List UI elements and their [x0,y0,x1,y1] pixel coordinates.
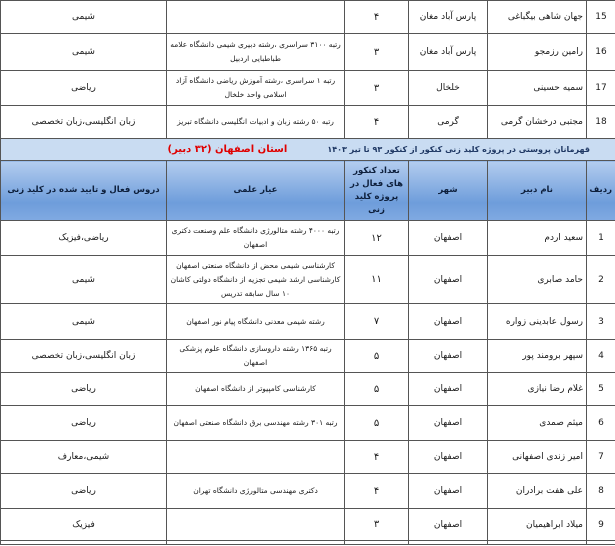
row-number-cell: 8 [587,474,615,509]
city-cell [409,541,488,545]
teacher-name-cell: سپهر برومند پور [488,340,587,373]
credentials-cell: رتبه ۱۳۶۵ رشته داروسازی دانشگاه علوم پزشکی اصفهان [167,340,345,373]
credentials-cell: دکتری مهندسی متالورژی دانشگاه تهران [167,474,345,509]
teacher-name-cell: رسول عابدینی زواره [488,304,587,340]
city-cell: اصفهان [409,256,488,304]
subjects-cell: شیمی [1,1,167,34]
row-number-cell [587,541,615,545]
credentials-cell: رشته شیمی معدنی دانشگاه پیام نور اصفهان [167,304,345,340]
subjects-cell [1,541,167,545]
exam-count-cell: ۷ [345,304,409,340]
exam-count-cell: ۳ [345,34,409,71]
teacher-name-cell: میلاد ابراهیمیان [488,509,587,541]
table-row [1,256,615,304]
row-number-cell: 16 [587,34,615,71]
credentials-cell: رتبه ۴۰۰۰ رشته متالورژی دانشگاه علم وصنعت دکتری اصفهان [167,221,345,256]
teacher-name-cell: جهان شاهی بیگباغی [488,1,587,34]
subjects-cell: شیمی [1,304,167,340]
credentials-cell [167,509,345,541]
city-cell: اصفهان [409,340,488,373]
table-row [1,34,615,71]
teacher-name-cell: امیر زندی اصفهانی [488,441,587,474]
header-subjects: دروس فعال و تایید شده در کلید زنی [1,161,167,221]
row-number-cell: 2 [587,256,615,304]
province-label: استان اصفهان (۳۲ دبیر) [167,144,288,155]
city-cell: اصفهان [409,373,488,406]
city-cell: پارس آباد مغان [409,1,488,34]
header-row-number: ردیف [587,161,615,221]
credentials-cell: رتبه ۵۰ رشته زبان و ادبیات انگلیسی دانشگاه تبریز [167,106,345,139]
subjects-cell: ریاضی [1,406,167,441]
credentials-cell: رتبه ۳۰۱ رشته مهندسی برق دانشگاه صنعتی اصفهان [167,406,345,441]
table-row [1,509,615,541]
table-header-row [1,161,615,221]
section-banner-row [1,139,615,161]
row-number-cell: 7 [587,441,615,474]
exam-count-cell: ۵ [345,406,409,441]
subjects-cell: ریاضی،فیزیک [1,221,167,256]
header-teacher-name: نام دبیر [488,161,587,221]
exam-count-cell [345,541,409,545]
exam-count-cell: ۵ [345,373,409,406]
subjects-cell: شیمی [1,256,167,304]
row-number-cell: 15 [587,1,615,34]
teacher-name-cell: علی هفت برادران [488,474,587,509]
teacher-name-cell [488,541,587,545]
section-title: قهرمانان پروستی در پروژه کلید زنی کنکور از کنکور ۹۳ تا تیر ۱۴۰۳ [327,145,590,154]
table-row [1,1,615,34]
city-cell: خلخال [409,71,488,106]
row-number-cell: 9 [587,509,615,541]
credentials-cell: رتبه ۳۱۰۰ سراسری ،رشته دبیری شیمی دانشگاه علامه طباطبایی اردبیل [167,34,345,71]
teacher-name-cell: میثم صمدی [488,406,587,441]
header-city: شهر [409,161,488,221]
credentials-cell: کارشناسی شیمی محض از دانشگاه صنعتی اصفهان کارشناسی ارشد شیمی تجزیه از دانشگاه دولتی کاشان ۱۰ سال سابقه تدریس [167,256,345,304]
subjects-cell: شیمی [1,34,167,71]
exam-count-cell: ۳ [345,509,409,541]
teacher-name-cell: سعید اردم [488,221,587,256]
teacher-name-cell: حامد صابری [488,256,587,304]
table-row [1,474,615,509]
subjects-cell: ریاضی [1,474,167,509]
table-row [1,373,615,406]
subjects-cell: فیزیک [1,509,167,541]
city-cell: گرمی [409,106,488,139]
city-cell: اصفهان [409,474,488,509]
table-row [1,441,615,474]
exam-count-cell: ۴ [345,441,409,474]
table-row [1,340,615,373]
row-number-cell: 6 [587,406,615,441]
section-banner [1,139,615,161]
row-number-cell: 1 [587,221,615,256]
row-number-cell: 17 [587,71,615,106]
table-row [1,71,615,106]
city-cell: پارس آباد مغان [409,34,488,71]
subjects-cell: ریاضی [1,71,167,106]
credentials-cell [167,541,345,545]
exam-count-cell: ۴ [345,474,409,509]
exam-count-cell: ۱۲ [345,221,409,256]
city-cell: اصفهان [409,509,488,541]
header-exam-count: تعداد کنکور های فعال در پروژه کلید زنی [345,161,409,221]
row-number-cell: 5 [587,373,615,406]
exam-count-cell: ۳ [345,71,409,106]
row-number-cell: 18 [587,106,615,139]
table-row [1,406,615,441]
row-number-cell: 3 [587,304,615,340]
subjects-cell: زبان انگلیسی،زبان تخصصی [1,340,167,373]
credentials-cell [167,1,345,34]
exam-count-cell: ۴ [345,1,409,34]
credentials-cell: رتبه ۱ سراسری ،رشته آموزش ریاضی دانشگاه آزاد اسلامی واحد خلخال [167,71,345,106]
exam-count-cell: ۱۱ [345,256,409,304]
city-cell: اصفهان [409,304,488,340]
city-cell: اصفهان [409,406,488,441]
city-cell: اصفهان [409,441,488,474]
city-cell: اصفهان [409,221,488,256]
table-row-partial [1,541,615,545]
table-row [1,106,615,139]
subjects-cell: ریاضی [1,373,167,406]
table-row [1,304,615,340]
section-banner-content [4,140,612,160]
row-number-cell: 4 [587,340,615,373]
subjects-cell: شیمی،معارف [1,441,167,474]
table-row [1,221,615,256]
teacher-name-cell: رامین رزمجو [488,34,587,71]
exam-count-cell: ۴ [345,106,409,139]
credentials-cell [167,441,345,474]
exam-count-cell: ۵ [345,340,409,373]
teacher-name-cell: غلام رضا نیازی [488,373,587,406]
header-credentials: عیار علمی [167,161,345,221]
credentials-cell: کارشناسی کامپیوتر از دانشگاه اصفهان [167,373,345,406]
teacher-name-cell: سمیه حسینی [488,71,587,106]
subjects-cell: زبان انگلیسی،زبان تخصصی [1,106,167,139]
teacher-name-cell: مجتبی درخشان گرمی [488,106,587,139]
